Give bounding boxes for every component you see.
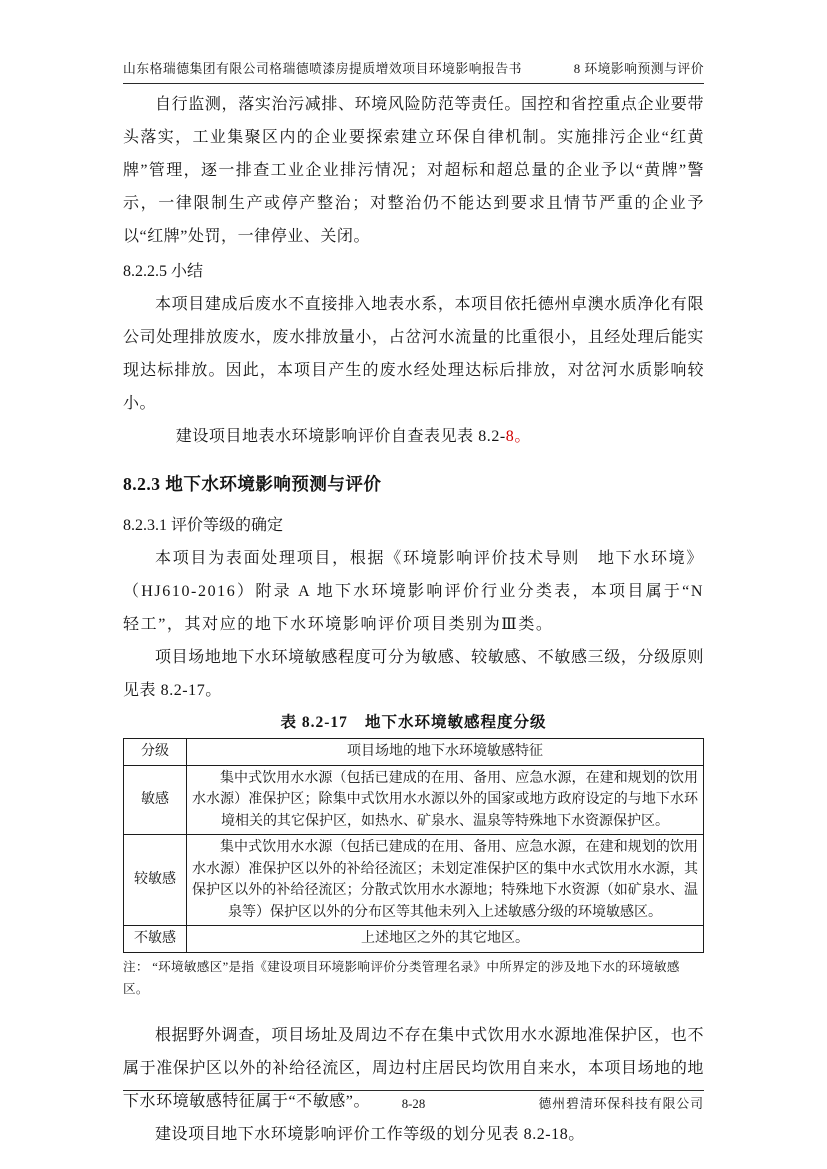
heading-8-2-3: 8.2.3 地下水环境影响预测与评价 xyxy=(123,474,382,494)
page-body xyxy=(123,88,704,1151)
heading-8-2-3-1: 8.2.3.1 评价等级的确定 xyxy=(123,517,284,534)
paragraph-sensitivity-levels: 项目场地地下水环境敏感程度可分为敏感、较敏感、不敏感三级，分级原则见表 8.2-17。 xyxy=(123,649,704,699)
page-header xyxy=(123,58,704,84)
table-title-text: 地下水环境敏感程度分级 xyxy=(364,714,547,731)
sensitivity-grading-table xyxy=(123,738,704,953)
footer-divider xyxy=(123,1090,704,1091)
table-header-level: 分级 xyxy=(124,739,187,766)
table-header-row xyxy=(124,739,704,766)
table-cell-feature: 集中式饮用水水源（包括已建成的在用、备用、应急水源，在建和规划的饮用水水源）准保护区；除集中式饮用水水源以外的国家或地方政府设定的与地下水环境相关的其它保护区，如热水、矿泉水、温泉等特殊地下水资源保护区。 xyxy=(187,765,704,835)
table-header-feature: 项目场地的地下水环境敏感特征 xyxy=(187,739,704,766)
table-row-sensitive xyxy=(124,765,704,835)
table-cell-level: 较敏感 xyxy=(124,835,187,926)
table-8-2-17-title xyxy=(123,710,704,736)
table-cell-feature: 集中式饮用水水源（包括已建成的在用、备用、应急水源，在建和规划的饮用水水源）准保护区以外的补给径流区；未划定准保护区的集中水式饮用水水源，其保护区以外的补给径流区；分散式饮用水水源地；特殊地下水资源（如矿泉水、温泉等）保护区以外的分布区等其他未列入上述敏感分级的环境敏感区。 xyxy=(187,835,704,926)
paragraph-field-survey: 根据野外调查，项目场址及周边不存在集中式饮用水水源地准保护区，也不属于准保护区以外的补给径流区，周边村庄居民均饮用自来水，本项目场地的地下水环境敏感特征属于“不敏感”。 xyxy=(123,1026,704,1110)
paragraph-grading-basis: 本项目为表面处理项目，根据《环境影响评价技术导则 地下水环境》（HJ610-2016）附录 A 地下水环境影响评价行业分类表，本项目属于“N 轻工”，其对应的地下水环境影响评价项目类别为Ⅲ类。 xyxy=(123,550,704,633)
table-cell-feature: 上述地区之外的其它地区。 xyxy=(187,926,704,953)
table-ref-number-red: 8。 xyxy=(505,428,531,445)
paragraph-table-ref-groundwater: 建设项目地下水环境影响评价工作等级的划分见表 8.2-18。 xyxy=(155,1125,585,1143)
page-number: 8-28 xyxy=(401,1097,426,1111)
paragraph-summary: 本项目建成后废水不直接排入地表水系，本项目依托德州卓澳水质净化有限公司处理排放废水，废水排放量小，占岔河水流量的比重很小，且经处理后能实现达标排放。因此，本项目产生的废水经处理达标后排放，对岔河水质影响较小。 xyxy=(123,296,704,412)
table-ref-text: 建设项目地表水环境影响评价自查表见表 8.2- xyxy=(175,428,506,445)
table-note: 注： “环境敏感区”是指《建设项目环境影响评价分类管理名录》中所界定的涉及地下水的环境敏感区。 xyxy=(123,959,680,996)
paragraph-table-ref-surface-water xyxy=(123,420,704,453)
table-title-label: 表 8.2-17 xyxy=(280,714,348,731)
header-report-title: 山东格瑞德集团有限公司格瑞德喷漆房提质增效项目环境影响报告书 xyxy=(123,62,522,76)
paragraph-regulation: 自行监测，落实治污减排、环境风险防范等责任。国控和省控重点企业要带头落实，工业集聚区内的企业要探索建立环保自律机制。实施排污企业“红黄牌”管理，逐一排查工业企业排污情况；对超标和超总量的企业予以“黄牌”警示，一律限制生产或停产整治；对整治仍不能达到要求且情节严重的企业予以“红牌”处罚，一律停业、关闭。 xyxy=(123,96,704,245)
table-cell-level: 不敏感 xyxy=(124,926,187,953)
footer-company-name: 德州碧清环保科技有限公司 xyxy=(538,1097,704,1111)
table-row-less-sensitive xyxy=(124,835,704,926)
table-row-not-sensitive xyxy=(124,926,704,953)
heading-8-2-2-5: 8.2.2.5 小结 xyxy=(123,263,204,280)
table-cell-level: 敏感 xyxy=(124,765,187,835)
header-chapter-title: 8 环境影响预测与评价 xyxy=(573,62,704,76)
